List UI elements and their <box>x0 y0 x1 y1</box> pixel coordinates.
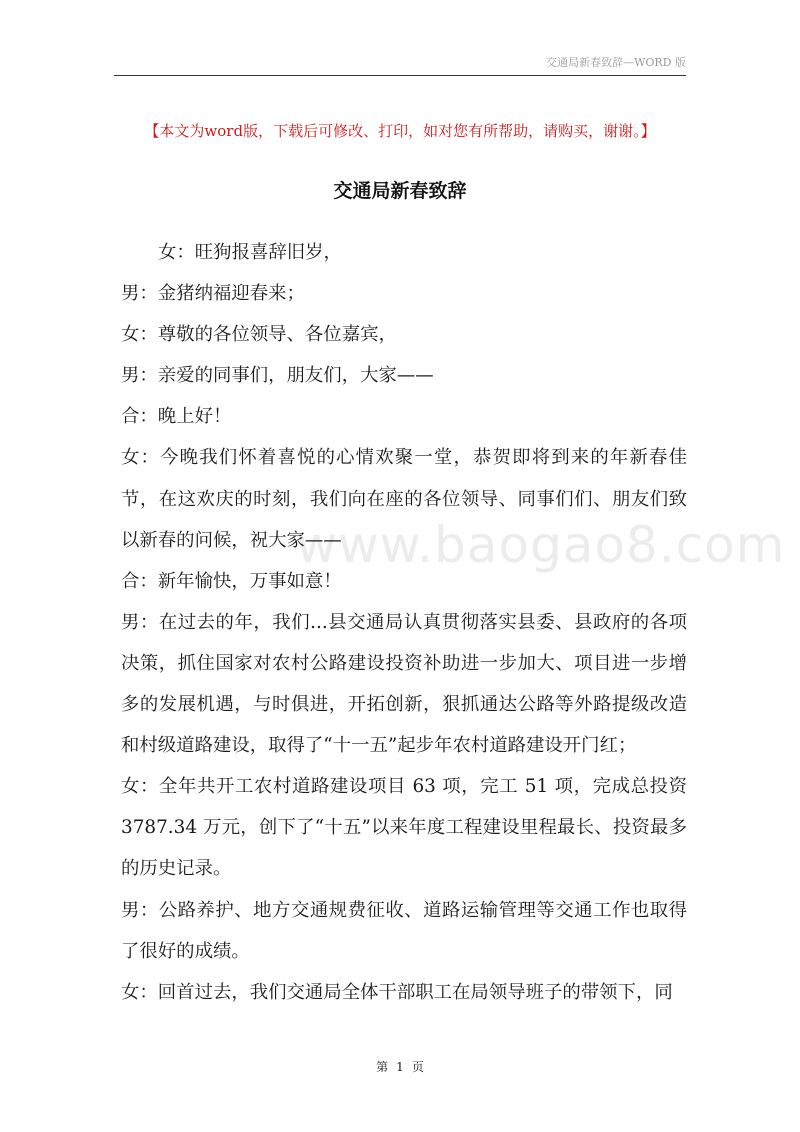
paragraph: 合：新年愉快，万事如意！ <box>121 570 342 592</box>
watermark: www.baogao8.com <box>296 516 786 574</box>
download-notice: 【本文为word版，下载后可修改、打印，如对您有所帮助，请购买，谢谢。】 <box>144 122 656 140</box>
document-body <box>121 232 687 1013</box>
page-suffix: 页 <box>411 1060 424 1074</box>
paragraph: 男：公路养护、地方交通规费征收、道路运输管理等交通工作也取得了很好的成绩。 <box>121 899 687 962</box>
page-number: 1 <box>396 1060 404 1074</box>
paragraph: 女：全年共开工农村道路建设项目 63 项，完工 51 项，完成总投资 3787.34 万元，创下了“十五”以来年度工程建设里程最长、投资最多的历史记录。 <box>121 776 687 880</box>
paragraph: 女：今晚我们怀着喜悦的心情欢聚一堂，恭贺即将到来的年新春佳节，在这欢庆的时刻，我们向在座的各位领导、同事们们、朋友们致以新春的问候，祝大家—— <box>121 447 687 551</box>
paragraph: 女：旺狗报喜辞旧岁， <box>158 242 342 263</box>
paragraph: 男：亲爱的同事们，朋友们，大家—— <box>121 365 434 387</box>
paragraph: 男：金猪纳福迎春来； <box>121 283 305 305</box>
paragraph: 女：回首过去，我们交通局全体干部职工在局领导班子的带领下，同 <box>121 981 673 1003</box>
paragraph: 女：尊敬的各位领导、各位嘉宾， <box>121 324 397 346</box>
page-number-footer <box>0 1058 800 1075</box>
header-divider <box>114 75 686 76</box>
paragraph: 合：晚上好！ <box>121 406 232 428</box>
page-prefix: 第 <box>376 1060 389 1074</box>
paragraph: 男：在过去的年，我们...县交通局认真贯彻落实县委、县政府的各项决策，抓住国家对农村公路建设投资补助进一步加大、项目进一步增多的发展机遇，与时俱进，开拓创新，狠抓通达公路等外路提级改造和村级道路建设，取得了“十一五”起步年农村道路建设开门红； <box>121 611 687 757</box>
running-header: 交通局新春致辞—WORD 版 <box>546 56 686 69</box>
document-title: 交通局新春致辞 <box>333 180 467 202</box>
